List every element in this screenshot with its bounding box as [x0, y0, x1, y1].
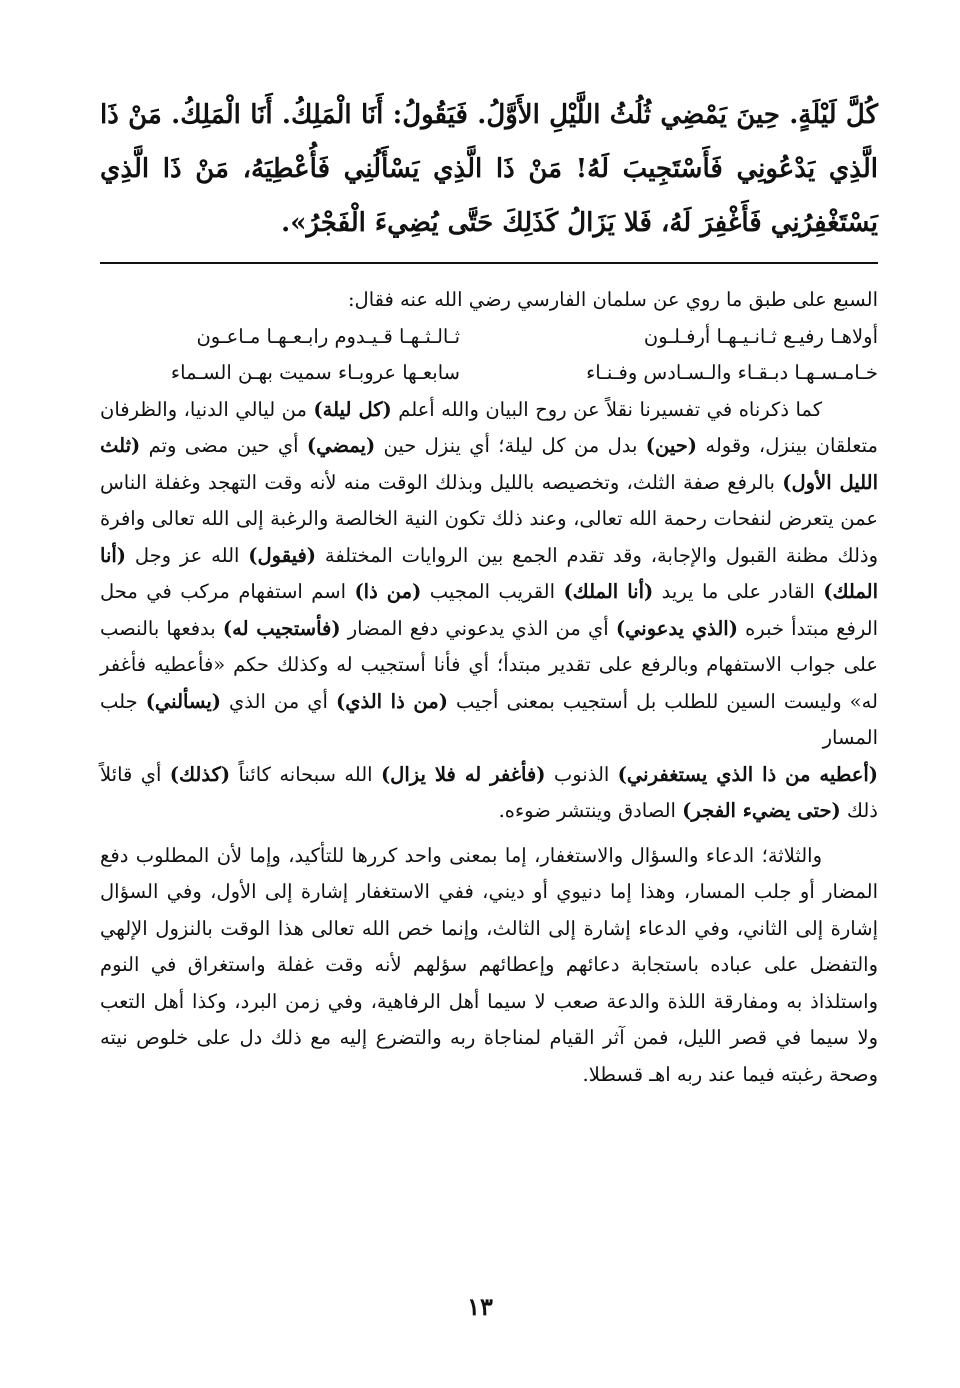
text-run: من ليالي الدنيا، والظرفان متعلقان بينزل، وقوله — [100, 397, 878, 457]
verse-line — [100, 355, 878, 392]
quoted-phrase: (من ذا الذي) — [335, 689, 448, 713]
commentary-paragraph: والثلاثة؛ الدعاء والسؤال والاستغفار، إما بمعنى واحد كررها للتأكيد، وإما لأن المطلوب دفع المضار أو جلب المسار، وهذا إما دنيوي أو ديني، ففي الاستغفار إشارة إلى الأول، وفي السؤال إشارة إلى الثاني، وفي الدعاء إشارة إلى الثالث، وإنما خص الله تعالى هذا الوقت بالنزول الإلهي والتفضل على عباده باستجابة دعائهم وإعطائهم سؤلهم لأنه وقت غفلة واستغراق في النوم واستلذاذ به ومفارقة اللذة والدعة صعب لا سيما أهل الرفاهية، وفي زمن البرد، وكذا أهل التعب ولا سيما في قصر الليل، فمن آثر القيام لمناجاة ربه والتضرع إليه مع ذلك دل على خلوص نيته وصحة رغبته فيما عند ربه اهـ قسطلا. — [100, 843, 878, 1086]
quoted-phrase: (كل ليلة) — [313, 397, 392, 421]
quoted-phrase: (فأستجيب له) — [222, 616, 341, 640]
quoted-phrase: (أعطيه من ذا الذي يستغفرني) — [617, 762, 878, 786]
text-run: بدفعها بالنصب على جواب الاستفهام وبالرفع على تقدير مبتدأ؛ أي فأنا أستجيب له وكذلك حكم «فأعطيه فأغفر له» وليست السين للطلب بل أستجيب بمعنى أجيب — [100, 616, 878, 713]
verse-hemistich: خـامـسـهـا دبـقـاء والـسـادس وفـنـاء — [586, 361, 878, 384]
verse-hemistich: ثـالـثـهـا قـيـدوم رابـعـهـا مـاعـون — [196, 324, 460, 348]
text-run: جلب المسار — [100, 689, 878, 749]
quoted-phrase: (ثلث الليل الأول) — [100, 434, 878, 494]
quoted-phrase: (حتى يضيء الفجر) — [682, 799, 841, 822]
verse-line — [100, 319, 878, 356]
text-run: أي من الذي — [221, 689, 336, 713]
hadith-text: كُلَّ لَيْلَةٍ. حِينَ يَمْضِي ثُلُثُ اللَّيْلِ الأَوَّلُ. فَيَقُولُ: أَنَا الْمَلِكُ. أَنَا الْمَلِكُ. مَنْ ذَا الَّذِي يَدْعُونِي فَأَسْتَجِيبَ لَهُ! مَنْ ذَا الَّذِي يَسْأَلُنِي فَأُعْطِيَهُ، مَنْ ذَا الَّذِي يَسْتَغْفِرُنِي فَأَغْفِرَ لَهُ، فَلا يَزَالُ كَذَلِكَ حَتَّى يُضِيءَ الْفَجْرُ». — [100, 100, 878, 238]
footnote-separator — [100, 262, 878, 264]
text-run: كما ذكرناه في تفسيرنا نقلاً عن روح البيان والله أعلم — [391, 397, 822, 421]
text-run: الله سبحانه كائناً — [230, 762, 381, 786]
quoted-phrase: (كذلك) — [169, 762, 231, 786]
text-run: بالرفع صفة الثلث، وتخصيصه بالليل وبذلك الوقت منه لأنه وقت التهجد وغفلة الناس عمن يتعرض لنفحات رحمة الله تعالى، وعند ذلك تكون النية الخالصة والرغبة إلى الله تعالى وافرة وذلك مظنة القبول والإجابة، وقد تقدم الجمع بين الروايات المختلفة — [100, 470, 878, 567]
quoted-phrase: (يسألني) — [145, 689, 221, 713]
text-run: أي حين مضى وتم — [140, 434, 307, 457]
commentary-paragraph — [100, 392, 878, 757]
quoted-phrase: (حين) — [645, 434, 698, 457]
quoted-phrase: (أنا الملك) — [100, 543, 879, 603]
quoted-phrase: (فأغفر له فلا يزال) — [380, 762, 546, 786]
quoted-phrase: (أنا الملك) — [563, 580, 654, 603]
verse-hemistich: سابعـها عروبـاء سميت بهـن السـماء — [170, 361, 460, 384]
text-run: الذنوب — [545, 762, 618, 786]
text-run: القادر على ما يريد — [653, 580, 824, 603]
text-run: الله عز وجل — [126, 543, 249, 567]
commentary-intro: السبع على طبق ما روي عن سلمان الفارسي رضي الله عنه فقال: — [347, 288, 878, 311]
commentary-body — [100, 282, 878, 1093]
text-run: اسم استفهام مركب في محل الرفع مبتدأ خبره — [100, 580, 878, 640]
page-number: ١٣ — [467, 1292, 493, 1321]
quoted-phrase: (يمضي) — [306, 434, 376, 457]
quoted-phrase: (الذي يدعوني) — [615, 616, 738, 640]
commentary-paragraph — [100, 757, 878, 830]
verse-hemistich: أولاهـا رفيـع ثـانـيـهـا أرفـلـون — [643, 324, 878, 348]
quoted-phrase: (من ذا) — [354, 580, 422, 603]
text-run: بدل من كل ليلة؛ أي ينزل حين — [375, 434, 646, 457]
text-run: أي قائلاً ذلك — [100, 762, 878, 822]
text-run: الصادق وينتشر ضوءه. — [498, 799, 683, 822]
quoted-phrase: (فيقول) — [248, 543, 317, 567]
text-run: أي من الذي يدعوني دفع المضار — [340, 616, 616, 640]
text-run: القريب المجيب — [421, 580, 564, 603]
